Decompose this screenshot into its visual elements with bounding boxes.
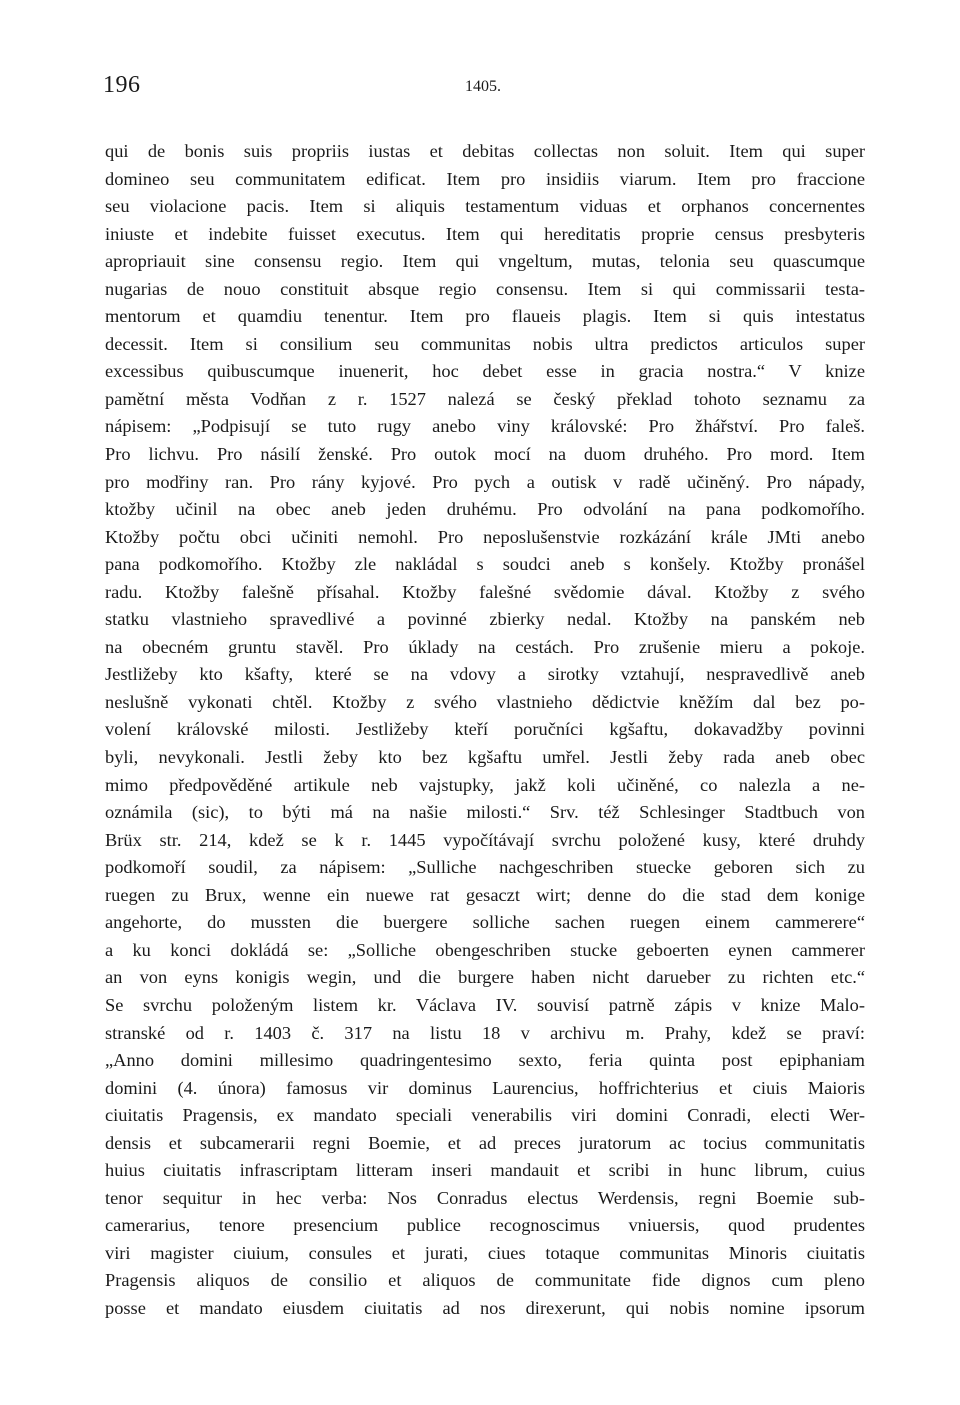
text-line: Pro lichvu. Pro násilí ženské. Pro outok mocí na duom druhého. Pro mord. Item [105,444,865,465]
text-line: domineo seu communitatem edificat. Item pro insidiis viarum. Item pro fraccione [105,168,865,189]
text-line: na obecném gruntu stavěl. Pro úklady na cestách. Pro zrušenie mieru a pokoje. [105,636,865,657]
text-line: ruegen zu Brux, wenne ein nuewe rat gesaczt wirt; denne do die stad dem konige [105,884,865,905]
text-line: pana podkomořího. Ktožby zle nakládal s soudci aneb s konšely. Ktožby pronášel [105,554,865,575]
text-line: seu violacione pacis. Item si aliquis testamentum viduas et orphanos concernentes [105,196,865,217]
text-line: tenor sequitur in hec verba: Nos Conradus electus Werdensis, regni Boemie sub- [105,1187,865,1208]
text-line: statku vlastnieho spravedlivé a povinné zbierky nedal. Ktožby na panském neb [105,609,865,630]
text-line: pamětní města Vodňan z r. 1527 nalezá se český překlad tohoto seznamu za [105,388,865,409]
text-line: excessibus quibuscumque inuenerit, hoc debet esse in gracia nostra.“ V knize [105,361,865,382]
text-line: nugarias de nouo constituit absque regio consensu. Item si qui commissarii testa- [105,278,865,299]
page-header [103,72,863,102]
text-line: an von eyns konigis wegin, und die burgere haben nicht darueber zu richten etc.“ [105,967,865,988]
text-line: podkomoří soudil, za nápisem: „Sulliche nachgeschriben stuecke geboren sich zu [105,857,865,878]
text-line: decessit. Item si consilium seu communitas nobis ultra predictos articulos super [105,333,865,354]
text-line: domini (4. února) famosus vir dominus Laurencius, hoffrichterius et ciuis Maioris [105,1077,865,1098]
text-line: byli, nevykonali. Jestli žeby kto bez kgšaftu umřel. Jestli žeby rada aneb obec [105,747,865,768]
text-line: angehorte, do mussten die buergere solliche sachen ruegen einem cammerere“ [105,912,865,933]
text-line: Pragensis aliquos de consilio et aliquos de communitate fide dignos cum pleno [105,1270,865,1291]
text-line: mimo předpověděné artikule neb vajstupky, jakž koli učiněné, co nalezla a ne- [105,774,865,795]
text-line: camerarius, tenore presencium publice recognoscimus vniuersis, quod prudentes [105,1215,865,1236]
text-line: ktožby učinil na obec aneb jeden druhému. Pro odvolání na pana podkomořího. [105,499,865,520]
text-line: Ktožby počtu obci učiniti nemohl. Pro neposlušenstvie rozkázání krále JMti anebo [105,526,865,547]
text-line: posse et mandato eiusdem ciuitatis ad nos direxerunt, qui nobis nomine ipsorum [105,1297,865,1318]
text-line: oznámila (sic), to býti má na našie milosti.“ Srv. též Schlesinger Stadtbuch von [105,802,865,823]
text-line: apropriauit sine consensu regio. Item qui vngeltum, mutas, telonia seu quascumque [105,251,865,272]
text-line: qui de bonis suis propriis iustas et debitas collectas non soluit. Item qui super [105,141,865,161]
body-text [105,138,865,1323]
page-number: 196 [103,72,141,98]
text-line: Brüx str. 214, kdež se k r. 1445 vypočítávají svrchu položené kusy, které druhdy [105,829,865,850]
text-line: densis et subcamerarii regni Boemie, et ad preces juratorum ac tocius communitatis [105,1132,865,1153]
text-line: neslušně vykonati chtěl. Ktožby z svého vlastnieho dědictvie kněžím dal bez po- [105,691,865,712]
text-line: Se svrchu položeným listem kr. Václava IV. souvisí patrně zápis v knize Malo- [105,994,865,1015]
text-line: viri magister ciuium, consules et jurati, ciues totaque communitas Minoris ciuitatis [105,1242,865,1263]
text-line: stranské od r. 1403 č. 317 na listu 18 v archivu m. Prahy, kdež se praví: [105,1022,865,1043]
text-line: a ku konci dokládá se: „Solliche obengeschriben stucke geboerten eynen cammerer [105,939,865,960]
text-line: „Anno domini millesimo quadringentesimo sexto, feria quinta post epiphaniam [105,1050,865,1071]
text-line: nápisem: „Podpisují se tuto rugy anebo viny královské: Pro žhářství. Pro faleš. [105,416,865,437]
text-line: radu. Ktožby falešně přísahal. Ktožby falešné svědomie dával. Ktožby z svého [105,581,865,602]
running-head-year: 1405. [465,78,501,95]
text-line: ciuitatis Pragensis, ex mandato speciali venerabilis viri domini Conradi, electi Wer- [105,1105,865,1126]
text-line: pro modřiny ran. Pro rány kyjové. Pro pych a outisk v radě učiněný. Pro nápady, [105,471,865,492]
text-line: iniuste et indebite fuisset executus. Item qui hereditatis proprie census presbyteris [105,223,865,244]
text-line: volení královské milosti. Jestližeby kteří poručníci kgšaftu, dokavadžby povinni [105,719,865,740]
text-line: Jestližeby kto kšafty, které se na vdovy a sirotky vztahují, nespravedlivě aneb [105,664,865,685]
text-line: huius ciuitatis infrascriptam litteram inseri mandauit et scribi in hunc librum, cuius [105,1160,865,1181]
text-line: mentorum et quamdiu tenentur. Item pro flaueis plagis. Item si quis intestatus [105,306,865,327]
